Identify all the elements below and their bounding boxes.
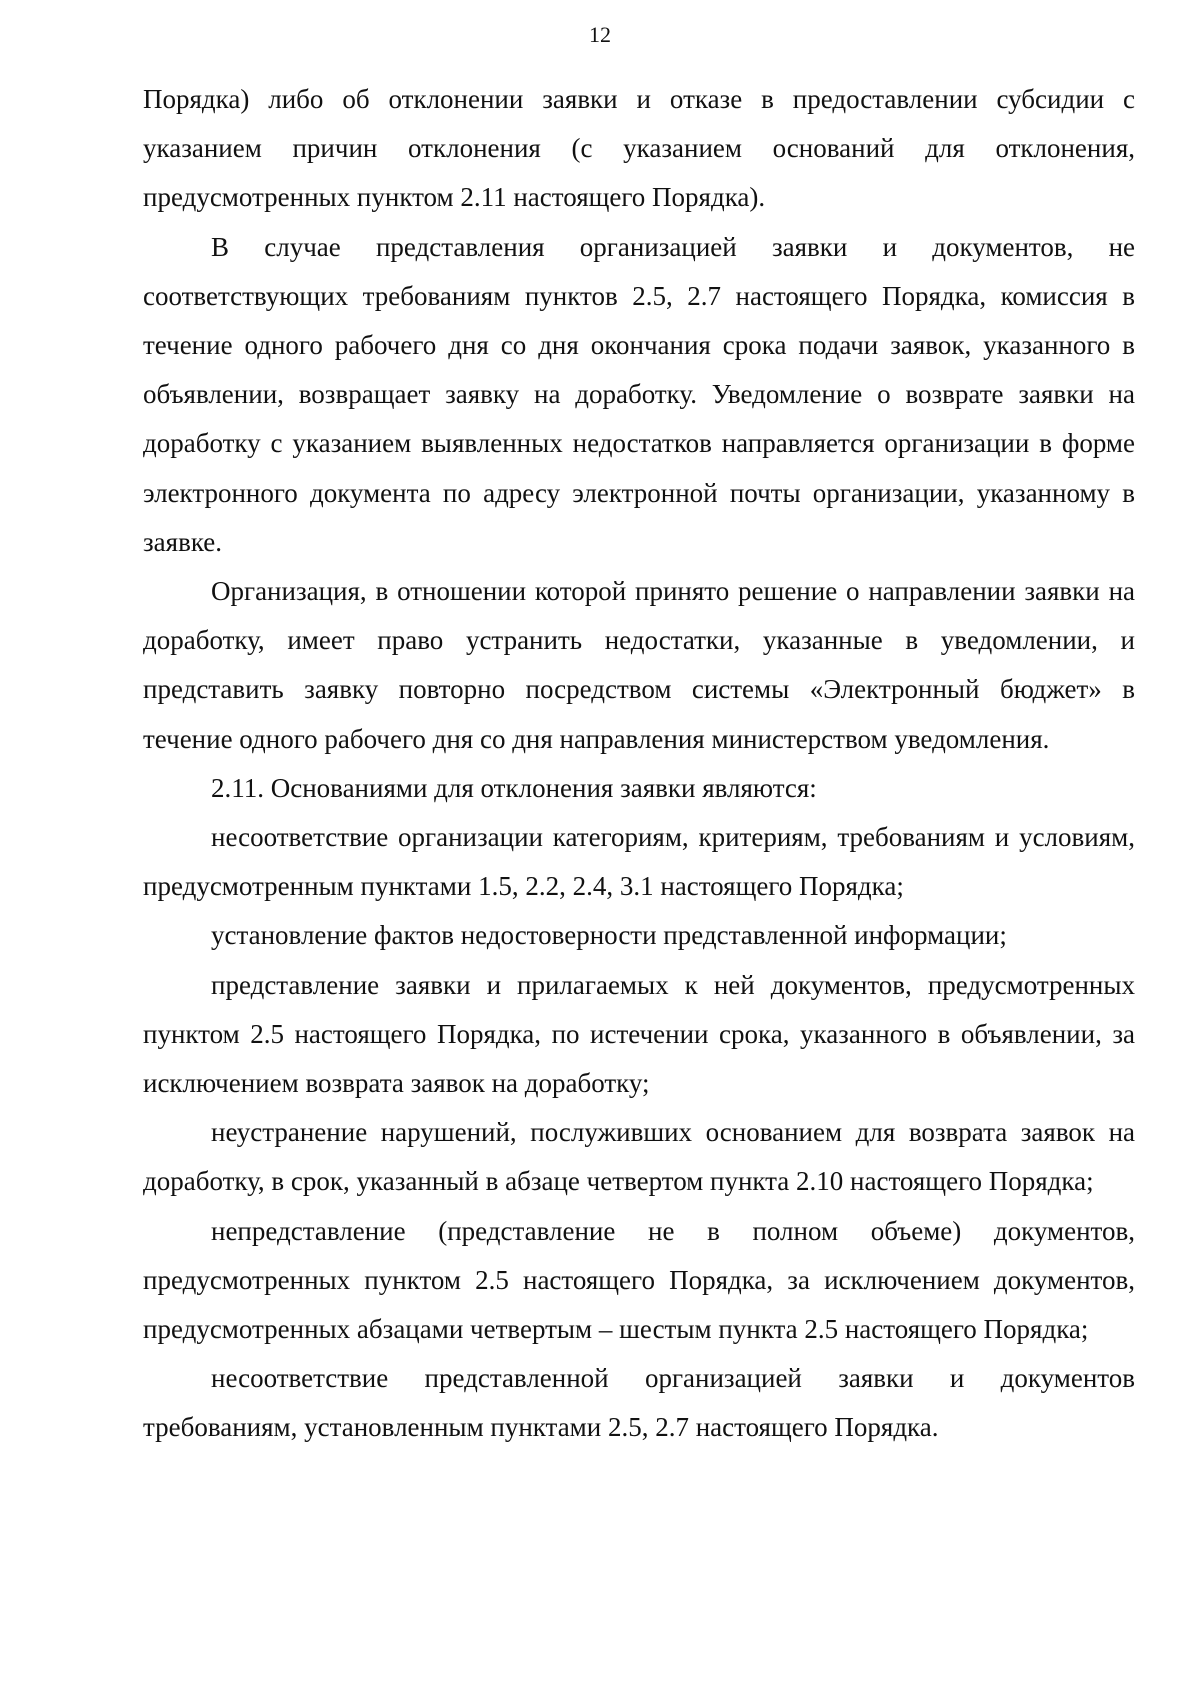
document-body <box>143 75 1135 1453</box>
paragraph-return-for-revision: В случае представления организацией заявки и документов, не соответствующих требованиям пунктов 2.5, 2.7 настоящего Порядка, комиссия в течение одного рабочего дня со дня окончания срока подачи заявок, указанного в объявлении, возвращает заявку на доработку. Уведомление о возврате заявки на доработку с указанием выявленных недостатков направляется организации в форме электронного документа по адресу электронной почты организации, указанному в заявке. <box>143 231 1135 557</box>
paragraph-continuation: Порядка) либо об отклонении заявки и отказе в предоставлении субсидии с указанием причин отклонения (с указанием оснований для отклонения, предусмотренных пунктом 2.11 настоящего Порядка). <box>143 84 1135 213</box>
clause-2-11-heading: 2.11. Основаниями для отклонения заявки являются: <box>211 772 817 803</box>
page-number: 12 <box>589 22 611 47</box>
rejection-ground-item: представление заявки и прилагаемых к ней документов, предусмотренных пунктом 2.5 настоящего Порядка, по истечении срока, указанного в объявлении, за исключением возврата заявок на доработку; <box>143 969 1135 1099</box>
rejection-ground-item: несоответствие представленной организацией заявки и документов требованиям, установленным пунктами 2.5, 2.7 настоящего Порядка. <box>143 1363 1135 1443</box>
rejection-ground-item: установление фактов недостоверности представленной информации; <box>211 920 1007 951</box>
rejection-ground-item: несоответствие организации категориям, критериям, требованиям и условиям, предусмотренным пунктами 1.5, 2.2, 2.4, 3.1 настоящего Порядка; <box>143 822 1135 902</box>
paragraph-resubmission-right: Организация, в отношении которой принято решение о направлении заявки на доработку, имеет право устранить недостатки, указанные в уведомлении, и представить заявку повторно посредством системы «Электронный бюджет» в течение одного рабочего дня со дня направления министерством уведомления. <box>143 576 1135 754</box>
rejection-ground-item: неустранение нарушений, послуживших основанием для возврата заявок на доработку, в срок, указанный в абзаце четвертом пункта 2.10 настоящего Порядка; <box>143 1117 1135 1197</box>
rejection-ground-item: непредставление (представление не в полном объеме) документов, предусмотренных пунктом 2.5 настоящего Порядка, за исключением документов, предусмотренных абзацами четвертым – шестым пункта 2.5 настоящего Порядка; <box>143 1215 1135 1345</box>
